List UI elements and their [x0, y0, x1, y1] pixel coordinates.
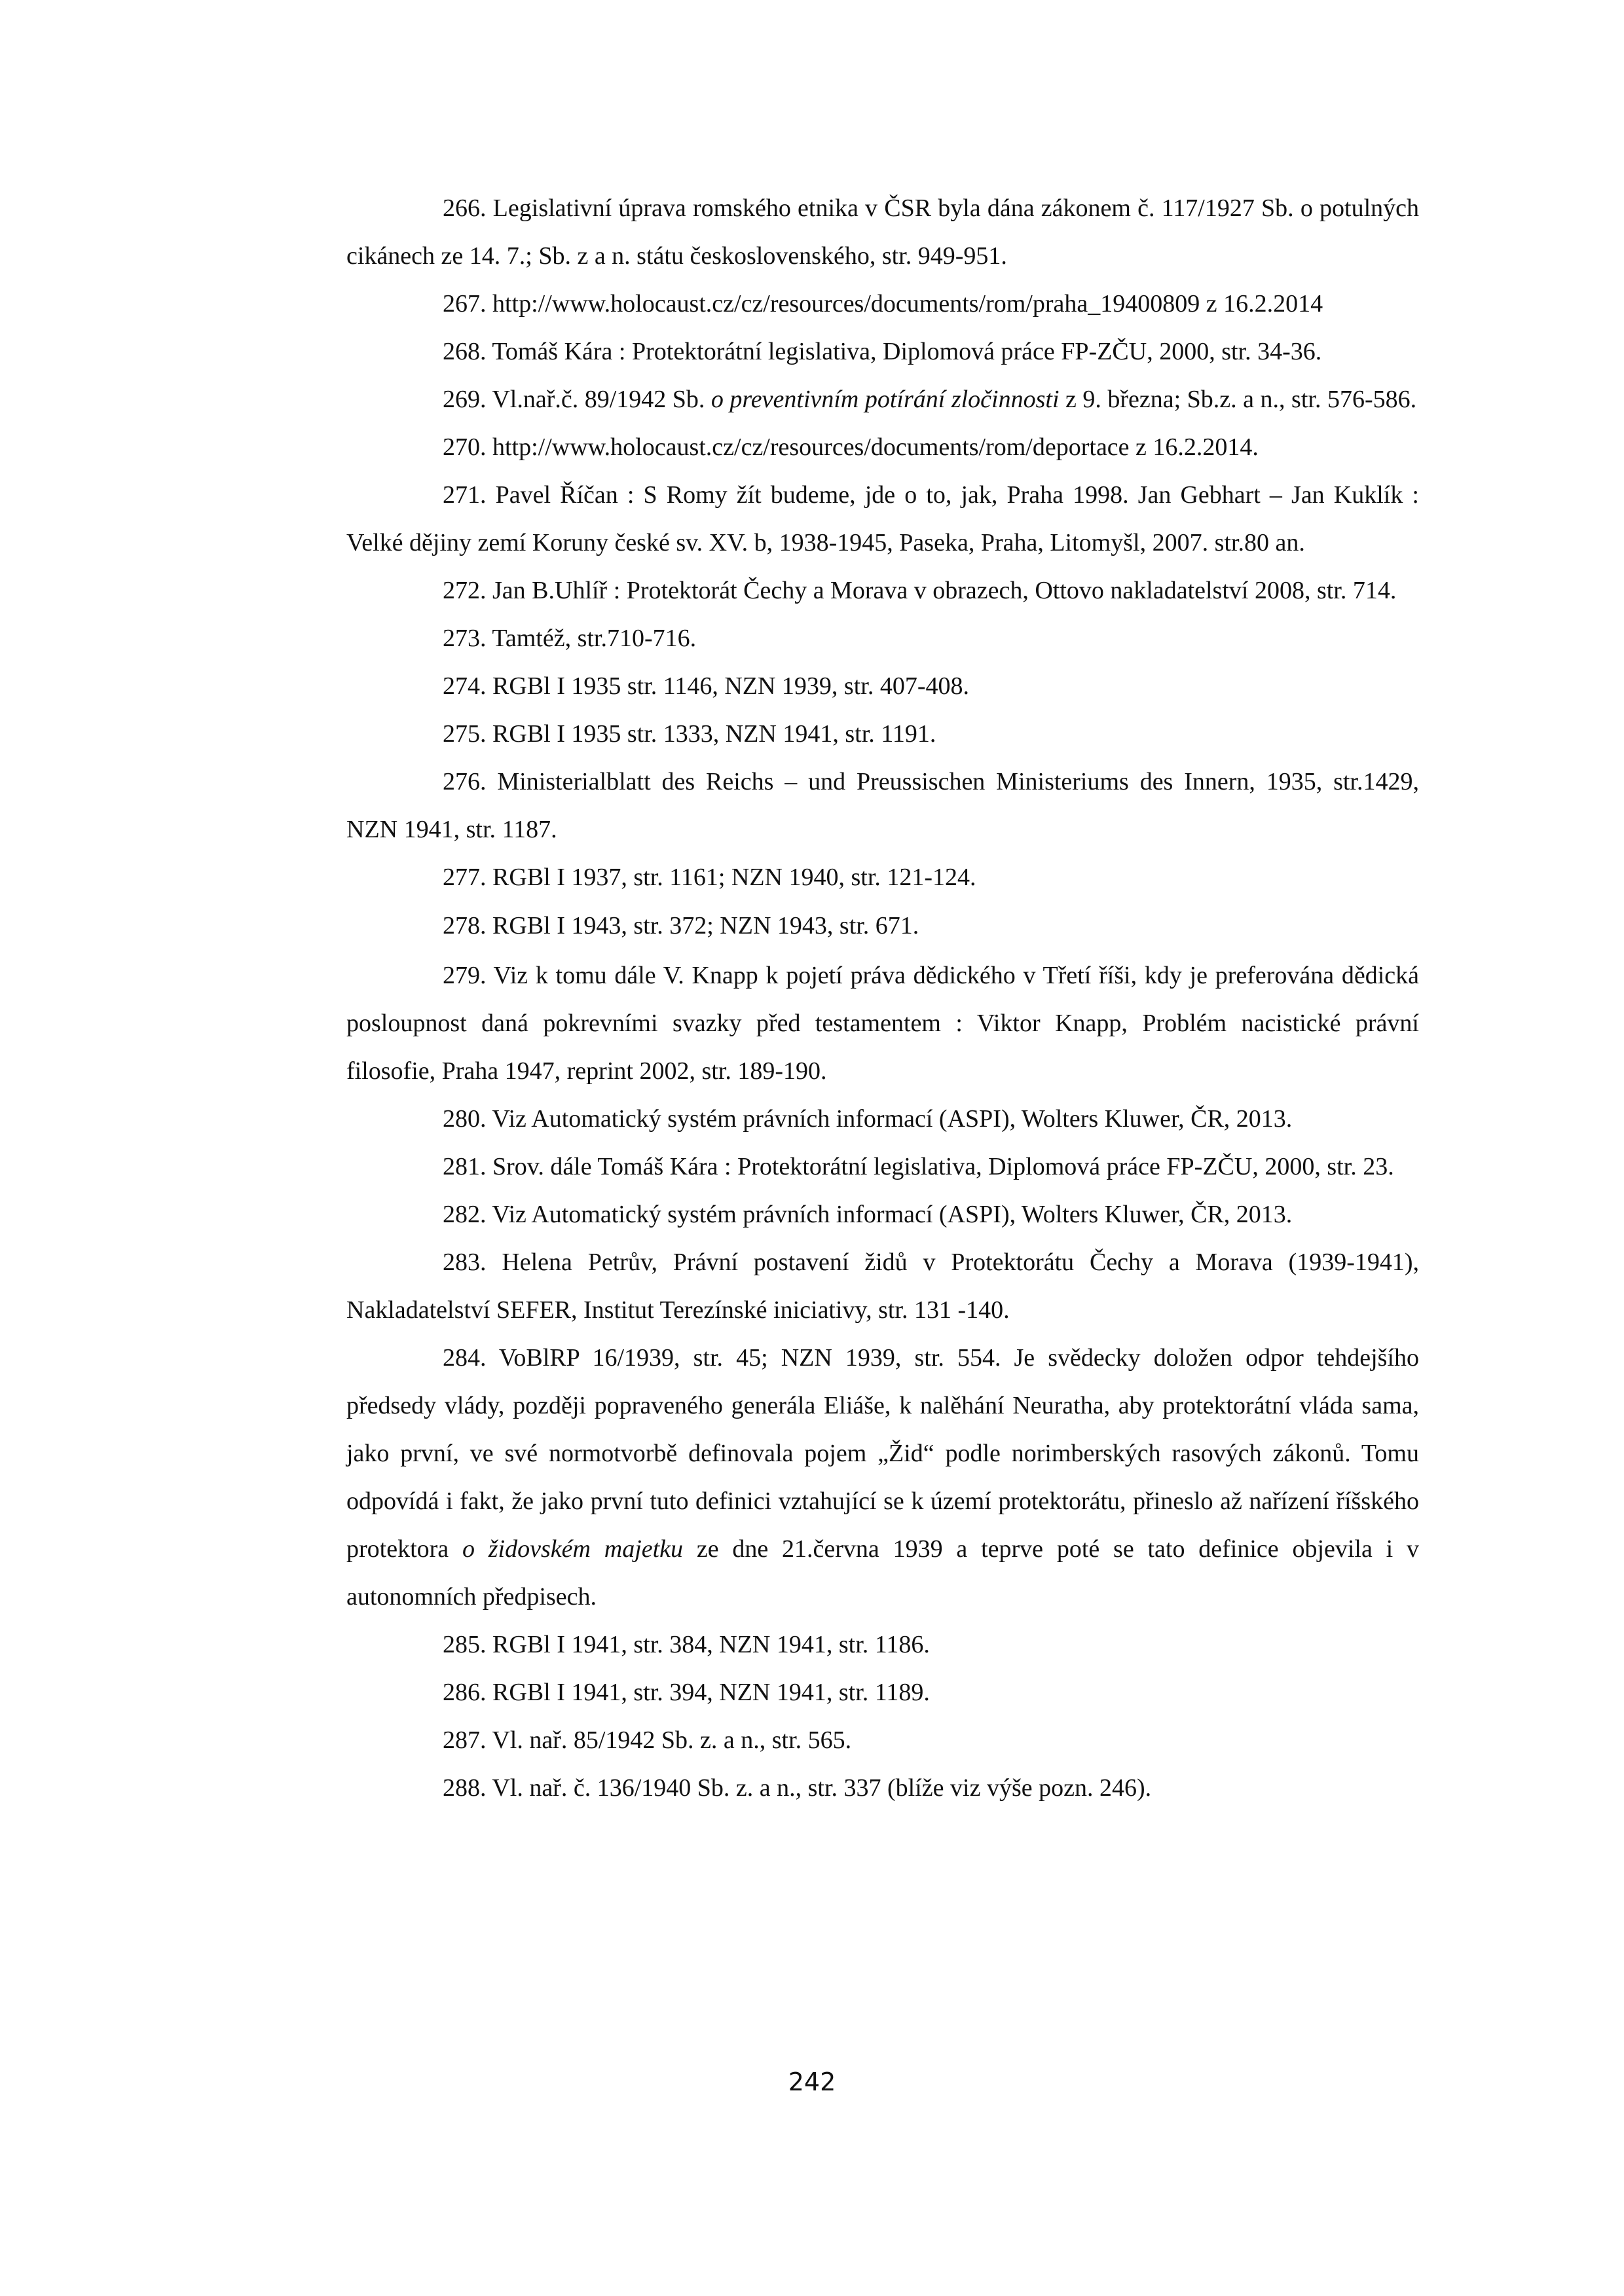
note-282: 282. Viz Automatický systém právních informací (ASPI), Wolters Kluwer, ČR, 2013. [443, 1201, 1293, 1228]
note-284-pre: 284. VoBlRP 16/1939, str. 45; NZN 1939, str. 554. Je svědecky doložen odpor tehdejšího předsedy vlády, později popraveného generála Eliáše, k nalěhání Neuratha, aby protektorátní vláda sama, jako první, ve své normotvorbě definovala pojem „Žid“ podle norimberských rasových zákonů. Tomu odpovídá i fakt, že jako první tuto definici vztahující se k území protektorátu, přineslo až nařízení říšského protektora [346, 1344, 1419, 1563]
note-269-pre: 269. Vl.nař.č. 89/1942 Sb. [443, 386, 711, 413]
note-284-post: ze dne 21.června 1939 a teprve poté se tato definice objevila i v autonomních předpisech. [346, 1535, 1420, 1611]
note-270: 270. http://www.holocaust.cz/cz/resources/documents/rom/deportace z 16.2.2014. [443, 433, 1259, 461]
note-286: 286. RGBl I 1941, str. 394, NZN 1941, str. 1189. [443, 1679, 930, 1706]
note-268: 268. Tomáš Kára : Protektorátní legislativa, Diplomová práce FP-ZČU, 2000, str. 34-36. [443, 338, 1322, 365]
note-271: 271. Pavel Říčan : S Romy žít budeme, jde o to, jak, Praha 1998. Jan Gebhart – Jan Kuklík : Velké dějiny zemí Koruny české sv. XV. b, 1938-1945, Paseka, Praha, Litomyšl, 2007. str.80 an. [346, 481, 1419, 556]
note-276: 276. Ministerialblatt des Reichs – und Preussischen Ministeriums des Innern, 1935, str.1429, NZN 1941, str. 1187. [346, 768, 1419, 843]
note-273: 273. Tamtéž, str.710-716. [443, 625, 697, 652]
note-269-italic: o preventivním potírání zločinnosti [710, 386, 1060, 413]
note-277: 277. RGBl I 1937, str. 1161; NZN 1940, str. 121-124. [443, 864, 976, 891]
note-288: 288. Vl. nař. č. 136/1940 Sb. z. a n., str. 337 (blíže viz výše pozn. 246). [443, 1774, 1152, 1802]
note-287: 287. Vl. nař. 85/1942 Sb. z. a n., str. 565. [443, 1726, 852, 1754]
note-281: 281. Srov. dále Tomáš Kára : Protektorátní legislativa, Diplomová práce FP-ZČU, 2000, str. 23. [443, 1153, 1394, 1180]
footnotes-list [346, 185, 1419, 1812]
note-269 [346, 376, 1419, 424]
note-283: 283. Helena Petrův, Právní postavení židů v Protektorátu Čechy a Morava (1939-1941), Nakladatelství SEFER, Institut Terezínské iniciativy, str. 131 -140. [346, 1248, 1419, 1324]
note-266: 266. Legislativní úprava romského etnika v ČSR byla dána zákonem č. 117/1927 Sb. o potulných cikánech ze 14. 7.; Sb. z a n. státu československého, str. 949-951. [346, 194, 1419, 270]
page-number: 242 [788, 2068, 836, 2096]
note-269-post: z 9. března; Sb.z. a n., str. 576-586. [1059, 386, 1417, 413]
note-284 [346, 1334, 1419, 1621]
note-267: 267. http://www.holocaust.cz/cz/resources/documents/rom/praha_19400809 z 16.2.2014 [443, 290, 1323, 318]
note-279: 279. Viz k tomu dále V. Knapp k pojetí práva dědického v Třetí říši, kdy je preferována dědická posloupnost daná pokrevními svazky před testamentem : Viktor Knapp, Problém nacistické právní filosofie, Praha 1947, reprint 2002, str. 189-190. [346, 962, 1419, 1085]
note-278: 278. RGBl I 1943, str. 372; NZN 1943, str. 671. [443, 912, 919, 939]
note-284-italic: o židovském majetku [462, 1535, 684, 1563]
note-285: 285. RGBl I 1941, str. 384, NZN 1941, str. 1186. [443, 1631, 930, 1658]
note-280: 280. Viz Automatický systém právních informací (ASPI), Wolters Kluwer, ČR, 2013. [443, 1105, 1293, 1133]
note-272: 272. Jan B.Uhlíř : Protektorát Čechy a Morava v obrazech, Ottovo nakladatelství 2008, str. 714. [443, 577, 1397, 604]
note-275: 275. RGBl I 1935 str. 1333, NZN 1941, str. 1191. [443, 720, 936, 748]
note-274: 274. RGBl I 1935 str. 1146, NZN 1939, str. 407-408. [443, 672, 969, 700]
